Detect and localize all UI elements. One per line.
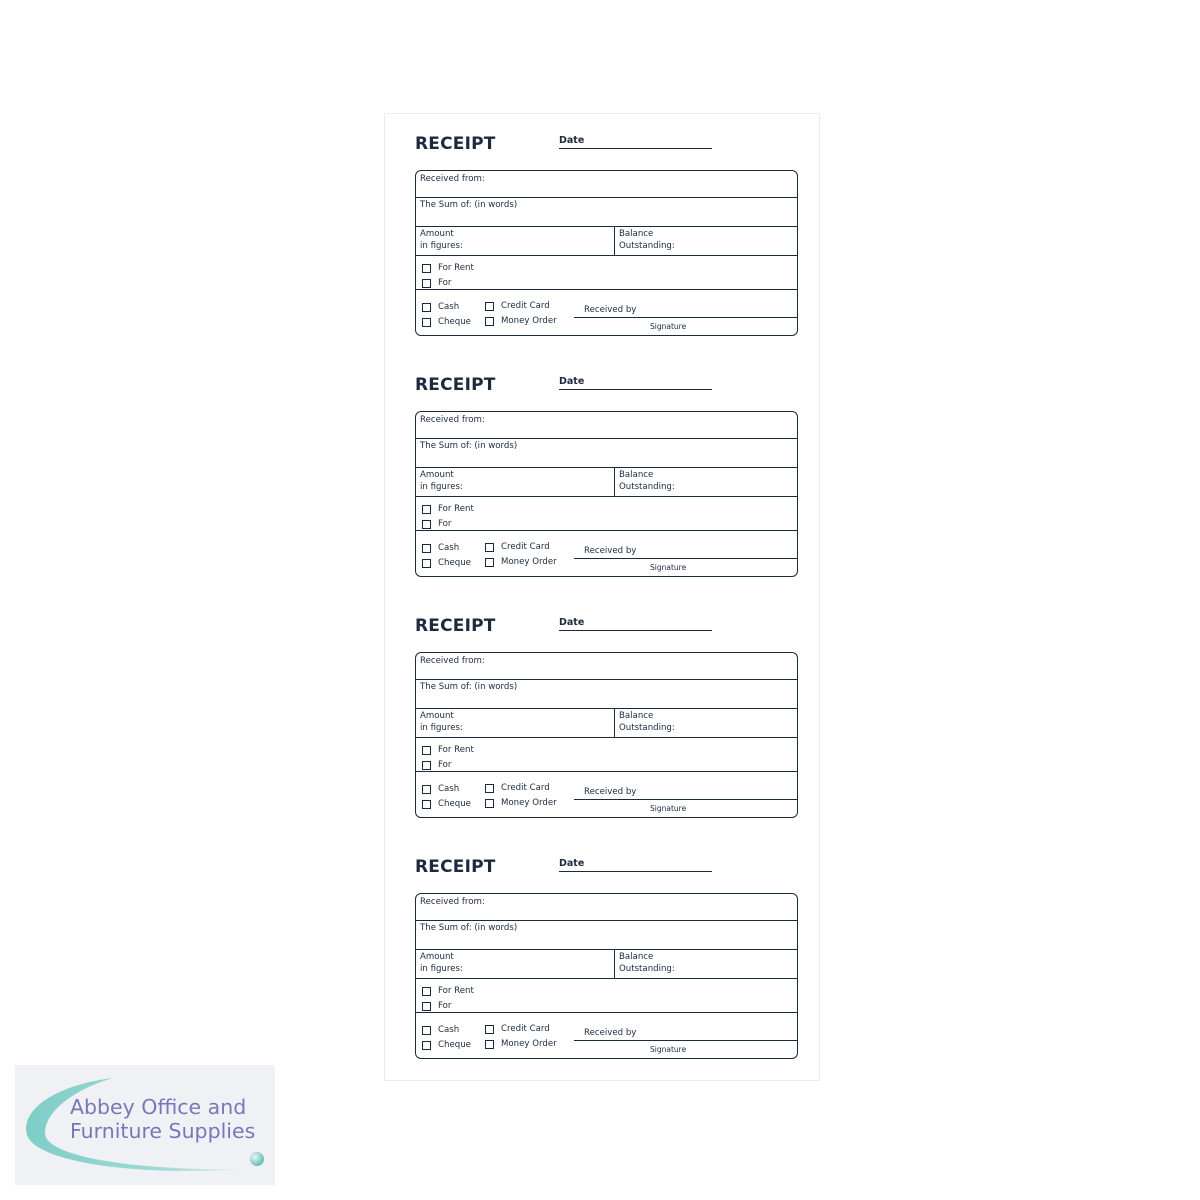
for-checkbox[interactable] bbox=[422, 520, 431, 529]
divider bbox=[416, 496, 797, 497]
for-label: For bbox=[438, 760, 452, 770]
credit-card-checkbox[interactable] bbox=[485, 543, 494, 552]
cheque-checkbox[interactable] bbox=[422, 800, 431, 809]
for-label: For bbox=[438, 519, 452, 529]
divider bbox=[416, 1012, 797, 1013]
money-order-checkbox[interactable] bbox=[485, 1040, 494, 1049]
divider bbox=[416, 289, 797, 290]
cheque-label: Cheque bbox=[438, 799, 471, 809]
sum-in-words-label: The Sum of: (in words) bbox=[420, 682, 518, 692]
signature-label: Signature bbox=[650, 804, 687, 813]
cheque-checkbox[interactable] bbox=[422, 318, 431, 327]
cash-checkbox[interactable] bbox=[422, 303, 431, 312]
divider bbox=[614, 467, 615, 496]
date-field[interactable]: Date bbox=[559, 617, 712, 631]
received-by-label: Received by bbox=[584, 1028, 637, 1038]
signature-line[interactable] bbox=[574, 1040, 798, 1041]
for-label: For bbox=[438, 278, 452, 288]
signature-label: Signature bbox=[650, 322, 687, 331]
money-order-checkbox[interactable] bbox=[485, 317, 494, 326]
divider bbox=[416, 920, 797, 921]
logo-dot-icon bbox=[250, 1152, 264, 1166]
cash-checkbox[interactable] bbox=[422, 785, 431, 794]
divider bbox=[416, 226, 797, 227]
company-logo bbox=[15, 1065, 275, 1185]
money-order-label: Money Order bbox=[501, 557, 557, 567]
amount-label: Amount in figures: bbox=[420, 711, 463, 733]
signature-line[interactable] bbox=[574, 799, 798, 800]
signature-label: Signature bbox=[650, 1045, 687, 1054]
money-order-label: Money Order bbox=[501, 316, 557, 326]
receipt-title: RECEIPT bbox=[415, 375, 496, 395]
divider bbox=[614, 226, 615, 255]
balance-label: Balance Outstanding: bbox=[619, 470, 675, 492]
cash-label: Cash bbox=[438, 543, 460, 553]
credit-card-label: Credit Card bbox=[501, 783, 550, 793]
divider bbox=[416, 949, 797, 950]
for-rent-label: For Rent bbox=[438, 745, 474, 755]
divider bbox=[416, 708, 797, 709]
credit-card-checkbox[interactable] bbox=[485, 302, 494, 311]
received-by-label: Received by bbox=[584, 546, 637, 556]
credit-card-label: Credit Card bbox=[501, 1024, 550, 1034]
receipt-form-box bbox=[415, 411, 798, 577]
sum-in-words-label: The Sum of: (in words) bbox=[420, 441, 518, 451]
divider bbox=[416, 679, 797, 680]
amount-label: Amount in figures: bbox=[420, 952, 463, 974]
divider bbox=[416, 467, 797, 468]
cash-checkbox[interactable] bbox=[422, 1026, 431, 1035]
balance-label: Balance Outstanding: bbox=[619, 952, 675, 974]
credit-card-label: Credit Card bbox=[501, 542, 550, 552]
received-from-label: Received from: bbox=[420, 174, 485, 184]
received-from-label: Received from: bbox=[420, 897, 485, 907]
money-order-checkbox[interactable] bbox=[485, 558, 494, 567]
for-rent-checkbox[interactable] bbox=[422, 987, 431, 996]
received-by-label: Received by bbox=[584, 305, 637, 315]
divider bbox=[416, 255, 797, 256]
credit-card-checkbox[interactable] bbox=[485, 784, 494, 793]
receipt-title: RECEIPT bbox=[415, 134, 496, 154]
receipt-title: RECEIPT bbox=[415, 857, 496, 877]
cheque-label: Cheque bbox=[438, 558, 471, 568]
receipt-book-page bbox=[384, 113, 820, 1081]
receipt-title: RECEIPT bbox=[415, 616, 496, 636]
for-checkbox[interactable] bbox=[422, 279, 431, 288]
receipt-form-box bbox=[415, 170, 798, 336]
signature-line[interactable] bbox=[574, 317, 798, 318]
amount-label: Amount in figures: bbox=[420, 470, 463, 492]
for-rent-label: For Rent bbox=[438, 986, 474, 996]
for-label: For bbox=[438, 1001, 452, 1011]
cheque-label: Cheque bbox=[438, 1040, 471, 1050]
cash-label: Cash bbox=[438, 784, 460, 794]
signature-line[interactable] bbox=[574, 558, 798, 559]
divider bbox=[416, 530, 797, 531]
for-rent-checkbox[interactable] bbox=[422, 746, 431, 755]
for-rent-label: For Rent bbox=[438, 263, 474, 273]
received-from-label: Received from: bbox=[420, 415, 485, 425]
receipt-form-box bbox=[415, 652, 798, 818]
balance-label: Balance Outstanding: bbox=[619, 229, 675, 251]
balance-label: Balance Outstanding: bbox=[619, 711, 675, 733]
credit-card-label: Credit Card bbox=[501, 301, 550, 311]
divider bbox=[416, 737, 797, 738]
cheque-checkbox[interactable] bbox=[422, 1041, 431, 1050]
date-field[interactable]: Date bbox=[559, 135, 712, 149]
divider bbox=[416, 771, 797, 772]
cash-label: Cash bbox=[438, 1025, 460, 1035]
signature-label: Signature bbox=[650, 563, 687, 572]
received-by-label: Received by bbox=[584, 787, 637, 797]
sum-in-words-label: The Sum of: (in words) bbox=[420, 200, 518, 210]
divider bbox=[614, 708, 615, 737]
for-checkbox[interactable] bbox=[422, 1002, 431, 1011]
receipt-form-box bbox=[415, 893, 798, 1059]
date-field[interactable]: Date bbox=[559, 376, 712, 390]
divider bbox=[416, 197, 797, 198]
amount-label: Amount in figures: bbox=[420, 229, 463, 251]
for-rent-checkbox[interactable] bbox=[422, 264, 431, 273]
money-order-label: Money Order bbox=[501, 798, 557, 808]
received-from-label: Received from: bbox=[420, 656, 485, 666]
for-rent-checkbox[interactable] bbox=[422, 505, 431, 514]
logo-line-1: Abbey Office and bbox=[70, 1095, 247, 1119]
for-rent-label: For Rent bbox=[438, 504, 474, 514]
money-order-label: Money Order bbox=[501, 1039, 557, 1049]
for-checkbox[interactable] bbox=[422, 761, 431, 770]
credit-card-checkbox[interactable] bbox=[485, 1025, 494, 1034]
sum-in-words-label: The Sum of: (in words) bbox=[420, 923, 518, 933]
cheque-checkbox[interactable] bbox=[422, 559, 431, 568]
cash-checkbox[interactable] bbox=[422, 544, 431, 553]
logo-text bbox=[70, 1095, 255, 1143]
cheque-label: Cheque bbox=[438, 317, 471, 327]
money-order-checkbox[interactable] bbox=[485, 799, 494, 808]
divider bbox=[416, 978, 797, 979]
logo-line-2: Furniture Supplies bbox=[70, 1119, 256, 1143]
date-field[interactable]: Date bbox=[559, 858, 712, 872]
divider bbox=[416, 438, 797, 439]
divider bbox=[614, 949, 615, 978]
cash-label: Cash bbox=[438, 302, 460, 312]
